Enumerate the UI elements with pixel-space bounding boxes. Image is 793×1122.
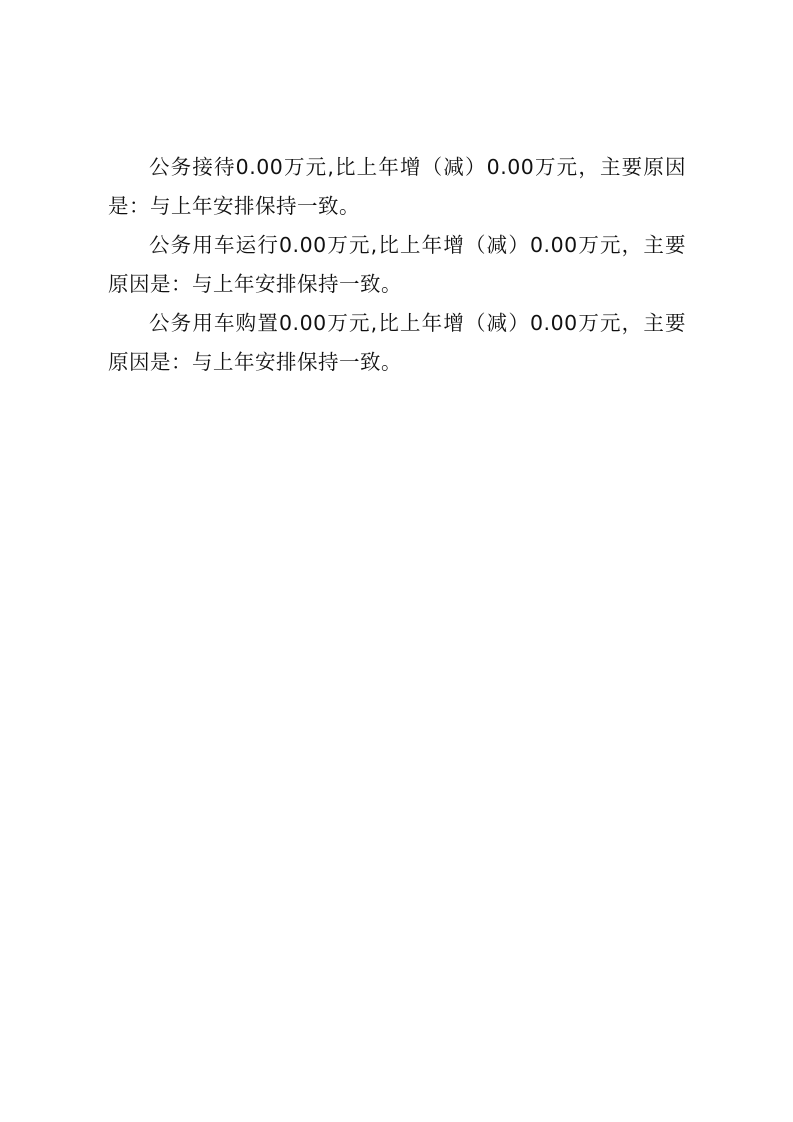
- document-body: [108, 148, 686, 382]
- paragraph-vehicle-operation-expense: 公务用车运行0.00万元,比上年增（减）0.00万元，主要原因是：与上年安排保持一致。: [108, 233, 686, 296]
- paragraph-vehicle-purchase-expense: 公务用车购置0.00万元,比上年增（减）0.00万元，主要原因是：与上年安排保持一致。: [108, 311, 686, 374]
- paragraph-reception-expense: 公务接待0.00万元,比上年增（减）0.00万元，主要原因是：与上年安排保持一致。: [108, 155, 686, 218]
